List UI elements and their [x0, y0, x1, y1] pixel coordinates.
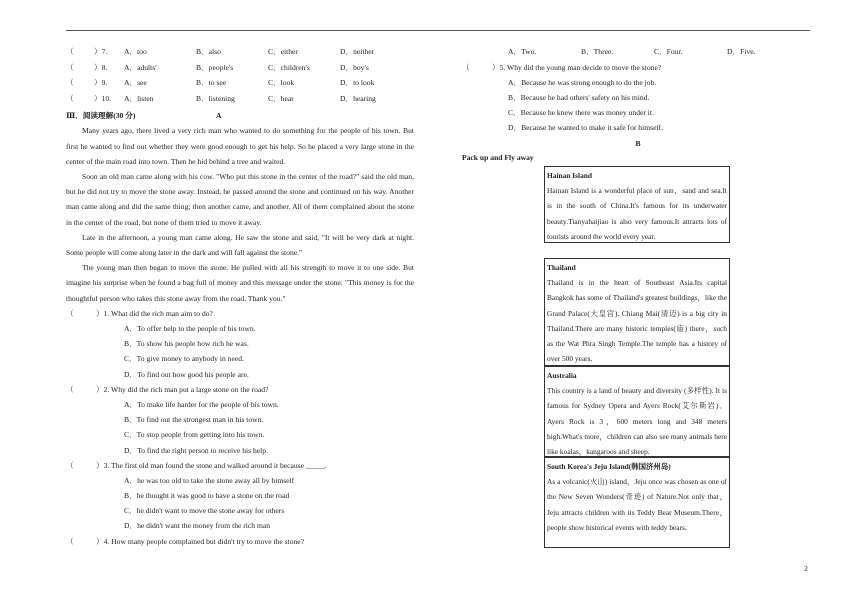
- vocab-row: [66, 75, 414, 91]
- vocab-row: [66, 91, 414, 107]
- choice: D．To find the right person to receive his help.: [124, 445, 268, 455]
- vocab-option: A．listen: [124, 94, 154, 104]
- vocab-option: C．look: [268, 78, 295, 88]
- vocab-row: [66, 44, 414, 60]
- vocab-options: [66, 44, 414, 106]
- vocab-option: B．listening: [196, 94, 235, 104]
- choice: D．he didn't want the money from the rich man: [124, 521, 271, 531]
- box-text: As a volcanic(火山) island，Jeju once was chosen as one of the New Seven Wonders(奇迹) of Nature.Not only that，Jeju attracts children with its Teddy Bear Museum.There，people show historical events with teddy bears.: [547, 477, 727, 532]
- answer-blank[interactable]: （: [66, 308, 74, 318]
- choice: B．Because he had others' safety on his mind.: [508, 92, 650, 102]
- vocab-option: B．also: [196, 47, 221, 57]
- question-number: ）7.: [94, 47, 108, 57]
- box-text: Thailand is in the heart of Southeast Asia.Its capital Bangkok has some of Thailand's greatest buildings，like the Grand Palace(大皇宫). Chiang Mai(清迈) is a big city in Thailand.There are many historic temples(庙) there，such as the Wat Phra Singh Temple.The temple has a history of over 500 years.: [547, 278, 727, 364]
- question-stem: ）4. How many people complained but didn't try to move the stone?: [96, 536, 305, 546]
- part-b-title: Pack up and Fly away: [462, 152, 534, 162]
- passage-paragraph-1: Many years ago, there lived a very rich man who wanted to do something for the people of his town. But first he wanted to find out whether they were good enough to get his help. So he placed a very large stone in the center of the main road into town. Then he hid behind a tree and waited.: [66, 126, 414, 166]
- passage-paragraph-3: Late in the afternoon, a young man came along. He saw the stone and said, "It will be very dark at night. Some people will come along later in the dark and will fall against the stone.": [66, 232, 414, 257]
- right-column: [462, 44, 814, 165]
- passage-paragraph-4: The young man then began to move the stone. He pulled with all his strength to move it to one side. But imagine his surprise when he found a bag full of money and this message under the stone: "This money is for the thoughtful person who takes this stone away from the road. Thank you.": [66, 263, 414, 303]
- section-heading: [66, 108, 414, 123]
- question-stem: ）1. What did the rich man aim to do?: [96, 308, 213, 318]
- question-number: ）8.: [94, 62, 108, 72]
- vocab-option: D．to look: [340, 78, 375, 88]
- info-box-australia: [544, 366, 730, 457]
- question-5: [462, 60, 814, 75]
- question-stem: ）2. Why did the rich man put a large stone on the road?: [96, 384, 269, 394]
- choice: A．Because he was strong enough to do the job.: [508, 77, 657, 87]
- box-title: Hainan Island: [547, 171, 592, 180]
- choice: C．To stop people from getting into his town.: [124, 430, 265, 440]
- info-box-jeju: [544, 457, 730, 548]
- choice: B．he thought it was good to have a stone on the road: [124, 491, 290, 501]
- left-column: [66, 44, 414, 549]
- info-box-hainan: [544, 166, 730, 243]
- box-text: Hainan Island is a wonderful place of sun，sand and sea.It is in the south of China.It's famous for its underwater beauty.Tianyahaijiao is also very famous.It attracts lots of tourists around the world every year.: [547, 186, 727, 241]
- vocab-option: D．neither: [340, 47, 375, 57]
- vocab-option: D．boy's: [340, 62, 369, 72]
- box-title: South Korea's Jeju Island(韩国济州岛): [547, 462, 671, 471]
- page-number: 2: [804, 564, 808, 573]
- answer-blank[interactable]: （: [66, 460, 74, 470]
- answer-blank[interactable]: （: [66, 536, 74, 546]
- choice: B．Three.: [581, 47, 614, 57]
- info-box-thailand: [544, 258, 730, 366]
- question-stem: ）5. Why did the young man decide to move the stone?: [492, 62, 662, 72]
- choice: C．Four.: [654, 47, 683, 57]
- choice: B．To find out the strongest man in his town.: [124, 415, 264, 425]
- choice: C．Because he knew there was money under it.: [508, 108, 654, 118]
- choice: D．Five.: [727, 47, 756, 57]
- answer-blank[interactable]: （: [462, 62, 470, 72]
- box-title: Australia: [547, 371, 577, 380]
- answer-blank[interactable]: （: [66, 94, 74, 104]
- vocab-option: A．too: [124, 47, 147, 57]
- question-4: [66, 534, 414, 549]
- choice: A．he was too old to take the stone away all by himself: [124, 475, 295, 485]
- vocab-row: [66, 60, 414, 76]
- vocab-option: B．to see: [196, 78, 227, 88]
- answer-blank[interactable]: （: [66, 47, 74, 57]
- vocab-option: D．hearing: [340, 94, 376, 104]
- questions-list: [66, 306, 414, 549]
- vocab-option: C．hear: [268, 94, 294, 104]
- question-3: [66, 458, 414, 473]
- section-title: Ⅲ．阅读理解(30 分): [66, 111, 136, 121]
- box-title: Thailand: [547, 263, 576, 272]
- vocab-option: C．either: [268, 47, 298, 57]
- box-text: This country is a land of beauty and diversity (多样性). It is famous for Sydney Opera and Ayers Rock(艾尔斯岩)．Ayers Rock is 3，600 meters long and 348 meters high.What's more，children can also see many animals here like koalas，kangaroos and sheep.: [547, 386, 727, 457]
- choice: C．To give money to anybody in need.: [124, 354, 244, 364]
- choice: A．To offer help to the people of his town.: [124, 324, 256, 333]
- question-stem: ）3. The first old man found the stone and walked around it because _____.: [96, 460, 327, 470]
- vocab-option: A．adults': [124, 62, 157, 72]
- part-a-label: A: [216, 111, 222, 121]
- choice: A．Two.: [508, 47, 537, 57]
- answer-blank[interactable]: （: [66, 384, 74, 394]
- vocab-option: A．see: [124, 78, 147, 88]
- passage-paragraph-2: Soon an old man came along with his cow. "Who put this stone in the center of the road?" said the old man, but he did not try to move the stone away. Instead, he passed around the stone and continued on his way. Another man came along and did the same thing; then another came, and another. All of them complained about the stone in the center of the road, but none of them tried to move it away.: [66, 171, 414, 227]
- header-rule: [66, 30, 810, 31]
- vocab-option: C．children's: [268, 62, 310, 72]
- choice: D．To find out how good his people are.: [124, 369, 249, 379]
- choice: C．he didn't want to move the stone away for others: [124, 506, 285, 516]
- choice: D．Because he wanted to make it safe for himself.: [508, 123, 663, 133]
- question-2: [66, 382, 414, 397]
- choice: B．To show his people how rich he was.: [124, 339, 249, 349]
- question-number: ）10.: [94, 94, 112, 104]
- vocab-option: B．people's: [196, 62, 234, 72]
- answer-blank[interactable]: （: [66, 62, 74, 72]
- part-b-label: B: [635, 138, 641, 148]
- answer-blank[interactable]: （: [66, 78, 74, 88]
- choice: A．To make life harder for the people of his town.: [124, 399, 279, 409]
- question-number: ）9.: [94, 78, 108, 88]
- q4-choices: [462, 44, 814, 60]
- question-1: [66, 306, 414, 321]
